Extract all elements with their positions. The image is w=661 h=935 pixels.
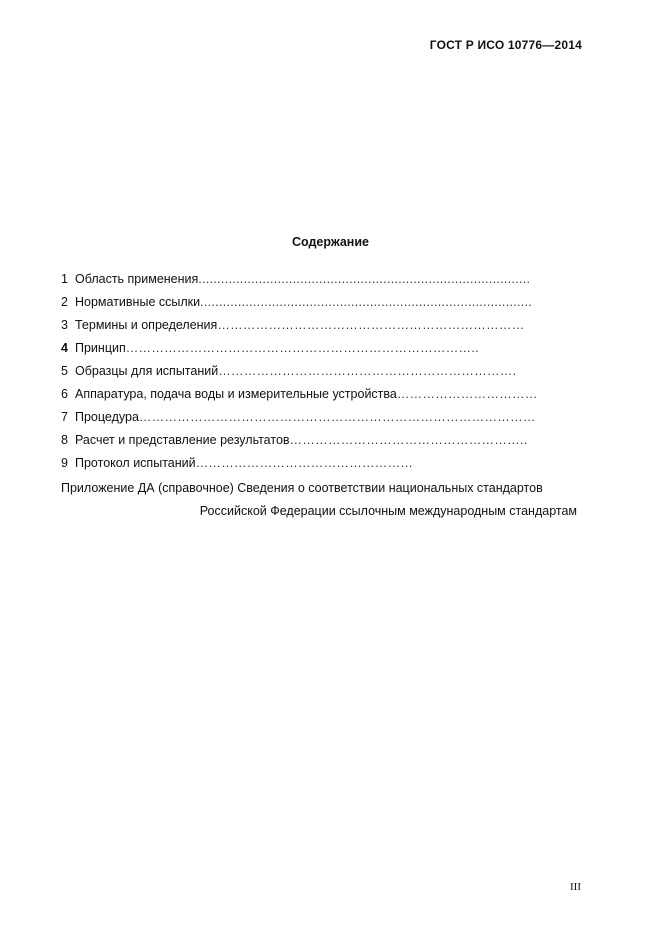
toc-leader-dots: ........................................................................................ [198,272,531,286]
toc-leader-dots: ……………………………………………………………… [217,318,525,332]
toc-annex-entry[interactable] [61,477,577,523]
toc-item-number: 6 [61,387,68,401]
toc-leader-dots: ……………………………………………………………………….. [125,341,479,355]
annex-title-line-1: Приложение ДА (справочное) Сведения о соответствии национальных стандартов [61,481,543,495]
toc-list [61,269,581,476]
toc-item-label: Протокол испытаний [75,456,196,470]
toc-item-label: Аппаратура, подача воды и измерительные устройства [75,387,397,401]
toc-item[interactable] [61,407,581,430]
toc-leader-dots: …………………………… [396,387,538,401]
toc-item[interactable] [61,361,581,384]
toc-leader-dots: ……………………………………………………………. [218,364,517,378]
toc-item-label: Расчет и представление результатов [75,433,290,447]
toc-item-number: 1 [61,272,68,286]
toc-item-number: 5 [61,364,68,378]
toc-item-number: 2 [61,295,68,309]
toc-item-number: 3 [61,318,68,332]
toc-item-number: 9 [61,456,68,470]
annex-title-line-2: Российской Федерации ссылочным международным стандартам [199,504,577,518]
toc-item[interactable] [61,338,581,361]
toc-item-label: Процедура [75,410,139,424]
toc-leader-dots: ……………………………………………….. [289,433,528,447]
toc-leader-dots: …………………………………………… [195,456,414,470]
toc-item[interactable] [61,269,581,292]
document-code: ГОСТ Р ИСО 10776—2014 [429,38,582,52]
toc-leader-dots: ………………………………………………………………………………… [138,410,536,424]
toc-item-label: Нормативные ссылки [75,295,201,309]
toc-item[interactable] [61,430,581,453]
toc-title: Содержание [291,235,369,249]
toc-item[interactable] [61,292,581,315]
toc-item[interactable] [61,453,581,476]
toc-item-label: Принцип [75,341,126,355]
toc-leader-dots: ........................................................................................ [200,295,533,309]
page-number: III [570,881,581,893]
toc-item-number: 8 [61,433,68,447]
toc-item-number: 7 [61,410,68,424]
toc-item-label: Термины и определения [75,318,218,332]
toc-item[interactable] [61,384,581,407]
toc-item-label: Область применения [75,272,199,286]
toc-item-label: Образцы для испытаний [75,364,219,378]
toc-item[interactable] [61,315,581,338]
toc-item-number: 4 [61,341,68,355]
